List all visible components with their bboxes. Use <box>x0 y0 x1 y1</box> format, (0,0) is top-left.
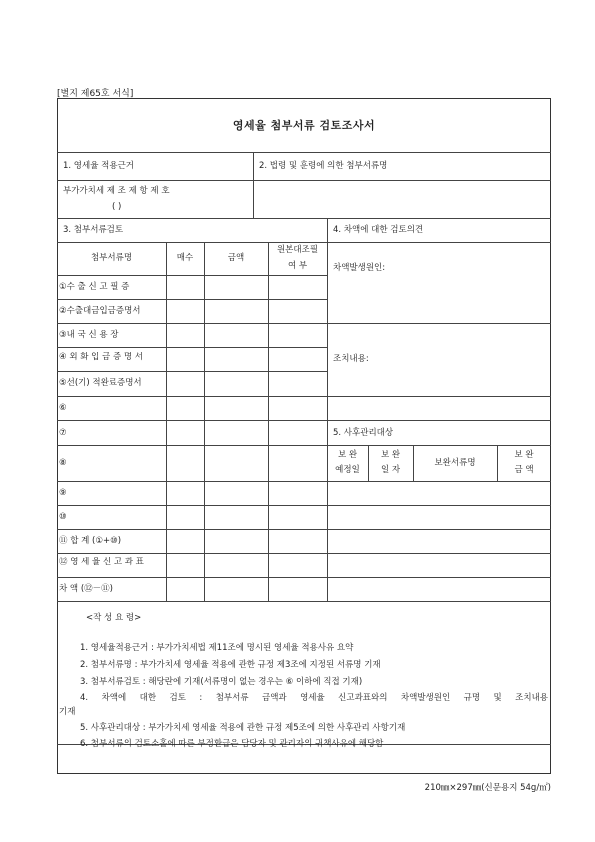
guide-item: 1. 영세율적용근거 : 부가가치세법 제11조에 명시된 영세율 적용사유 요약 <box>80 643 354 653</box>
col-supplement-amount-2: 금 액 <box>514 465 534 475</box>
guide-item-continued: 기재 <box>59 707 76 717</box>
guide-title: <작 성 요 령> <box>86 613 142 623</box>
col-count: 매수 <box>176 253 194 263</box>
col-original-check-2: 여 부 <box>287 261 308 271</box>
guide-item: 5. 사후관리대상 : 부가가치세 영세율 적용에 관한 규정 제5조에 의한 사후관리 사항기재 <box>80 723 406 733</box>
row-label: ⑧ <box>59 458 67 468</box>
row-label: ①수 출 신 고 필 증 <box>59 282 130 292</box>
guide-item: 4. 차액에 대한 검토 : 첨부서류 금액과 영세율 신고과표와의 차액발생원인 규명 및 조치내용 <box>80 693 548 703</box>
legal-basis-line: 부가가치세 제 조 제 항 제 호 <box>63 186 170 196</box>
section1-heading: 1. 영세율 적용근거 <box>63 161 134 171</box>
col-planned-date: 보 완 <box>337 450 358 460</box>
guide-item: 3. 첨부서류검토 : 해당란에 기재(서류명이 없는 경우는 ⑥ 이하에 직접 기재) <box>80 677 363 687</box>
action-content-label: 조치내용: <box>333 354 369 364</box>
section4-heading: 4. 차액에 대한 검토의견 <box>333 225 424 235</box>
col-original-check: 원본대조필 <box>276 245 319 255</box>
guide-item: 6. 첨부서류의 검토소홀에 따른 부정환급은 담당자 및 관리자의 귀책사유에 해당함 <box>80 739 384 749</box>
section2-heading: 2. 법령 및 훈령에 의한 첨부서류명 <box>259 161 388 171</box>
row-label-total: ⑪ 합 계 (①+⑩) <box>59 536 122 546</box>
row-label: ⑨ <box>59 488 67 498</box>
row-label: ③내 국 신 용 장 <box>59 330 119 340</box>
row-label-difference: 차 액 (⑫－⑪) <box>59 584 113 594</box>
col-supplement-doc: 보완서류명 <box>434 458 476 468</box>
row-label-zero-rate-base: ⑫ 영 세 율 신 고 과 표 <box>59 557 144 567</box>
section3-heading: 3. 첨부서류검토 <box>63 225 124 235</box>
row-label: ⑥ <box>59 403 67 413</box>
document-title: 영세율 첨부서류 검토조사서 <box>232 119 376 132</box>
guide-item: 2. 첨부서류명 : 부가가치세 영세율 적용에 관한 규정 제3조에 지정된 서류명 기재 <box>80 660 381 670</box>
col-document-name: 첨부서류명 <box>90 253 133 263</box>
col-complete-date: 보 완 <box>380 450 401 460</box>
col-supplement-amount: 보 완 <box>514 450 534 460</box>
col-amount: 금액 <box>227 253 245 263</box>
row-label: ④ 외 화 입 금 증 명 서 <box>59 352 144 362</box>
col-complete-date-2: 일 자 <box>380 465 401 475</box>
form-number-label: [별지 제65호 서식] <box>57 89 134 99</box>
row-label: ⑤선(기) 적완료증명서 <box>59 378 142 388</box>
form-frame <box>57 98 551 774</box>
row-label: ⑩ <box>59 512 67 522</box>
row-label: ⑦ <box>59 428 67 438</box>
legal-basis-paren: ( ) <box>112 202 122 212</box>
section5-heading: 5. 사후관리대상 <box>333 428 394 438</box>
col-planned-date-2: 예정일 <box>335 465 360 475</box>
difference-cause-label: 차액발생원인: <box>333 263 386 273</box>
row-label: ②수출대금입금증명서 <box>59 306 141 316</box>
paper-spec: 210㎜×297㎜(신문용지 54g/㎡) <box>424 783 551 793</box>
